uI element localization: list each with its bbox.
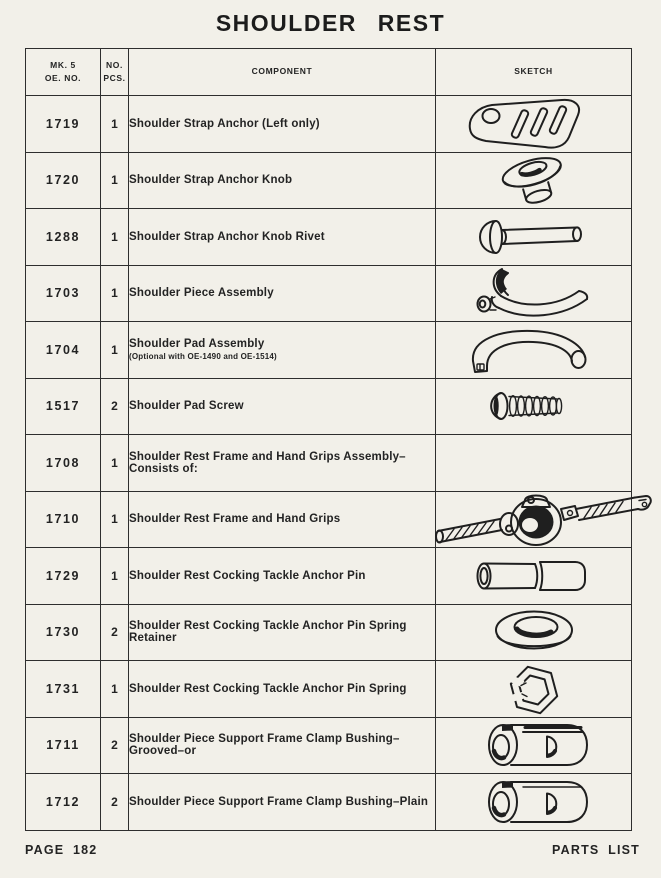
sketch-cell xyxy=(436,265,632,322)
part-number-cell: 1731 xyxy=(26,661,101,718)
component-cell: Shoulder Piece Support Frame Clamp Bushing–Grooved–or xyxy=(129,717,436,774)
sketch-cell xyxy=(436,548,632,605)
component-cell: Shoulder Rest Frame and Hand Grips xyxy=(129,491,436,548)
component-note: (Optional with OE-1490 and OE-1514) xyxy=(129,352,277,362)
part-number-cell: 1730 xyxy=(26,604,101,661)
table-row xyxy=(26,152,632,209)
table-row xyxy=(26,96,632,153)
sketch-cell xyxy=(436,491,632,548)
header-row xyxy=(26,49,632,96)
frame-and-hand-grips-sketch xyxy=(430,492,658,548)
page-number: PAGE 182 xyxy=(25,843,98,857)
table-row xyxy=(26,435,632,492)
sketch-cell-empty xyxy=(436,435,632,492)
sketch-cell xyxy=(436,378,632,435)
component-cell: Shoulder Piece Support Frame Clamp Bushing–Plain xyxy=(129,774,436,831)
part-number-cell: 1712 xyxy=(26,774,101,831)
part-number-cell: 1708 xyxy=(26,435,101,492)
header-no-pcs xyxy=(101,49,129,96)
part-number-cell: 1517 xyxy=(26,378,101,435)
component-label: Shoulder Pad Assembly xyxy=(129,338,265,351)
component-cell: Shoulder Rest Cocking Tackle Anchor Pin Spring Retainer xyxy=(129,604,436,661)
table-row xyxy=(26,548,632,605)
parts-list-label: PARTS LIST xyxy=(552,843,640,857)
table-row xyxy=(26,209,632,266)
header-no-pcs-line1: NO. xyxy=(106,59,123,70)
table-row xyxy=(26,774,632,831)
header-oe-no-line1: MK. 5 xyxy=(50,59,76,70)
spring-retainer-ring-sketch xyxy=(439,605,629,659)
shoulder-piece-assembly-sketch xyxy=(439,266,629,320)
qty-cell: 1 xyxy=(101,491,129,548)
part-number-cell: 1711 xyxy=(26,717,101,774)
sketch-cell xyxy=(436,661,632,718)
part-number-cell: 1704 xyxy=(26,322,101,379)
anchor-knob-sketch xyxy=(439,153,629,207)
shoulder-strap-anchor-plate-sketch xyxy=(454,97,614,151)
part-number-cell: 1719 xyxy=(26,96,101,153)
component-cell: Shoulder Strap Anchor Knob Rivet xyxy=(129,209,436,266)
shoulder-pad-assembly-sketch xyxy=(439,323,629,377)
clamp-bushing-grooved-sketch xyxy=(439,718,629,772)
sketch-cell xyxy=(436,96,632,153)
knob-rivet-sketch xyxy=(439,210,629,264)
qty-cell: 2 xyxy=(101,378,129,435)
qty-cell: 1 xyxy=(101,661,129,718)
qty-cell: 1 xyxy=(101,152,129,209)
sketch-cell xyxy=(436,604,632,661)
pad-screw-sketch xyxy=(439,379,629,433)
header-oe-no xyxy=(26,49,101,96)
part-number-cell: 1729 xyxy=(26,548,101,605)
header-no-pcs-line2: PCS. xyxy=(103,73,126,83)
parts-table xyxy=(25,48,632,831)
sketch-cell xyxy=(436,152,632,209)
part-number-cell: 1720 xyxy=(26,152,101,209)
component-cell: Shoulder Rest Cocking Tackle Anchor Pin Spring xyxy=(129,661,436,718)
qty-cell: 1 xyxy=(101,322,129,379)
part-number-cell: 1703 xyxy=(26,265,101,322)
qty-cell: 2 xyxy=(101,717,129,774)
header-component: COMPONENT xyxy=(129,49,436,96)
part-number-cell: 1710 xyxy=(26,491,101,548)
anchor-pin-sketch xyxy=(439,549,629,603)
sketch-cell xyxy=(436,774,632,831)
qty-cell: 2 xyxy=(101,604,129,661)
table-row xyxy=(26,717,632,774)
component-cell: Shoulder Piece Assembly xyxy=(129,265,436,322)
page-title: SHOULDER REST xyxy=(215,10,446,36)
component-cell: Shoulder Strap Anchor Knob xyxy=(129,152,436,209)
component-cell: Shoulder Rest Cocking Tackle Anchor Pin xyxy=(129,548,436,605)
qty-cell: 1 xyxy=(101,209,129,266)
qty-cell: 2 xyxy=(101,774,129,831)
component-cell: Shoulder Pad Screw xyxy=(129,378,436,435)
qty-cell: 1 xyxy=(101,548,129,605)
table-row xyxy=(26,491,632,548)
table-row xyxy=(26,265,632,322)
hex-pin-spring-sketch xyxy=(439,662,629,716)
clamp-bushing-plain-sketch xyxy=(439,775,629,829)
sketch-cell xyxy=(436,209,632,266)
component-cell: Shoulder Strap Anchor (Left only) xyxy=(129,96,436,153)
part-number-cell: 1288 xyxy=(26,209,101,266)
table-row xyxy=(26,604,632,661)
sketch-cell xyxy=(436,717,632,774)
table-row xyxy=(26,322,632,379)
sketch-cell xyxy=(436,322,632,379)
component-cell: Shoulder Rest Frame and Hand Grips Assembly–Consists of: xyxy=(129,435,436,492)
table-row xyxy=(26,378,632,435)
header-sketch: SKETCH xyxy=(436,49,632,96)
qty-cell: 1 xyxy=(101,265,129,322)
qty-cell: 1 xyxy=(101,435,129,492)
header-oe-no-line2: OE. NO. xyxy=(44,73,82,83)
table-row xyxy=(26,661,632,718)
component-cell xyxy=(129,322,436,379)
qty-cell: 1 xyxy=(101,96,129,153)
